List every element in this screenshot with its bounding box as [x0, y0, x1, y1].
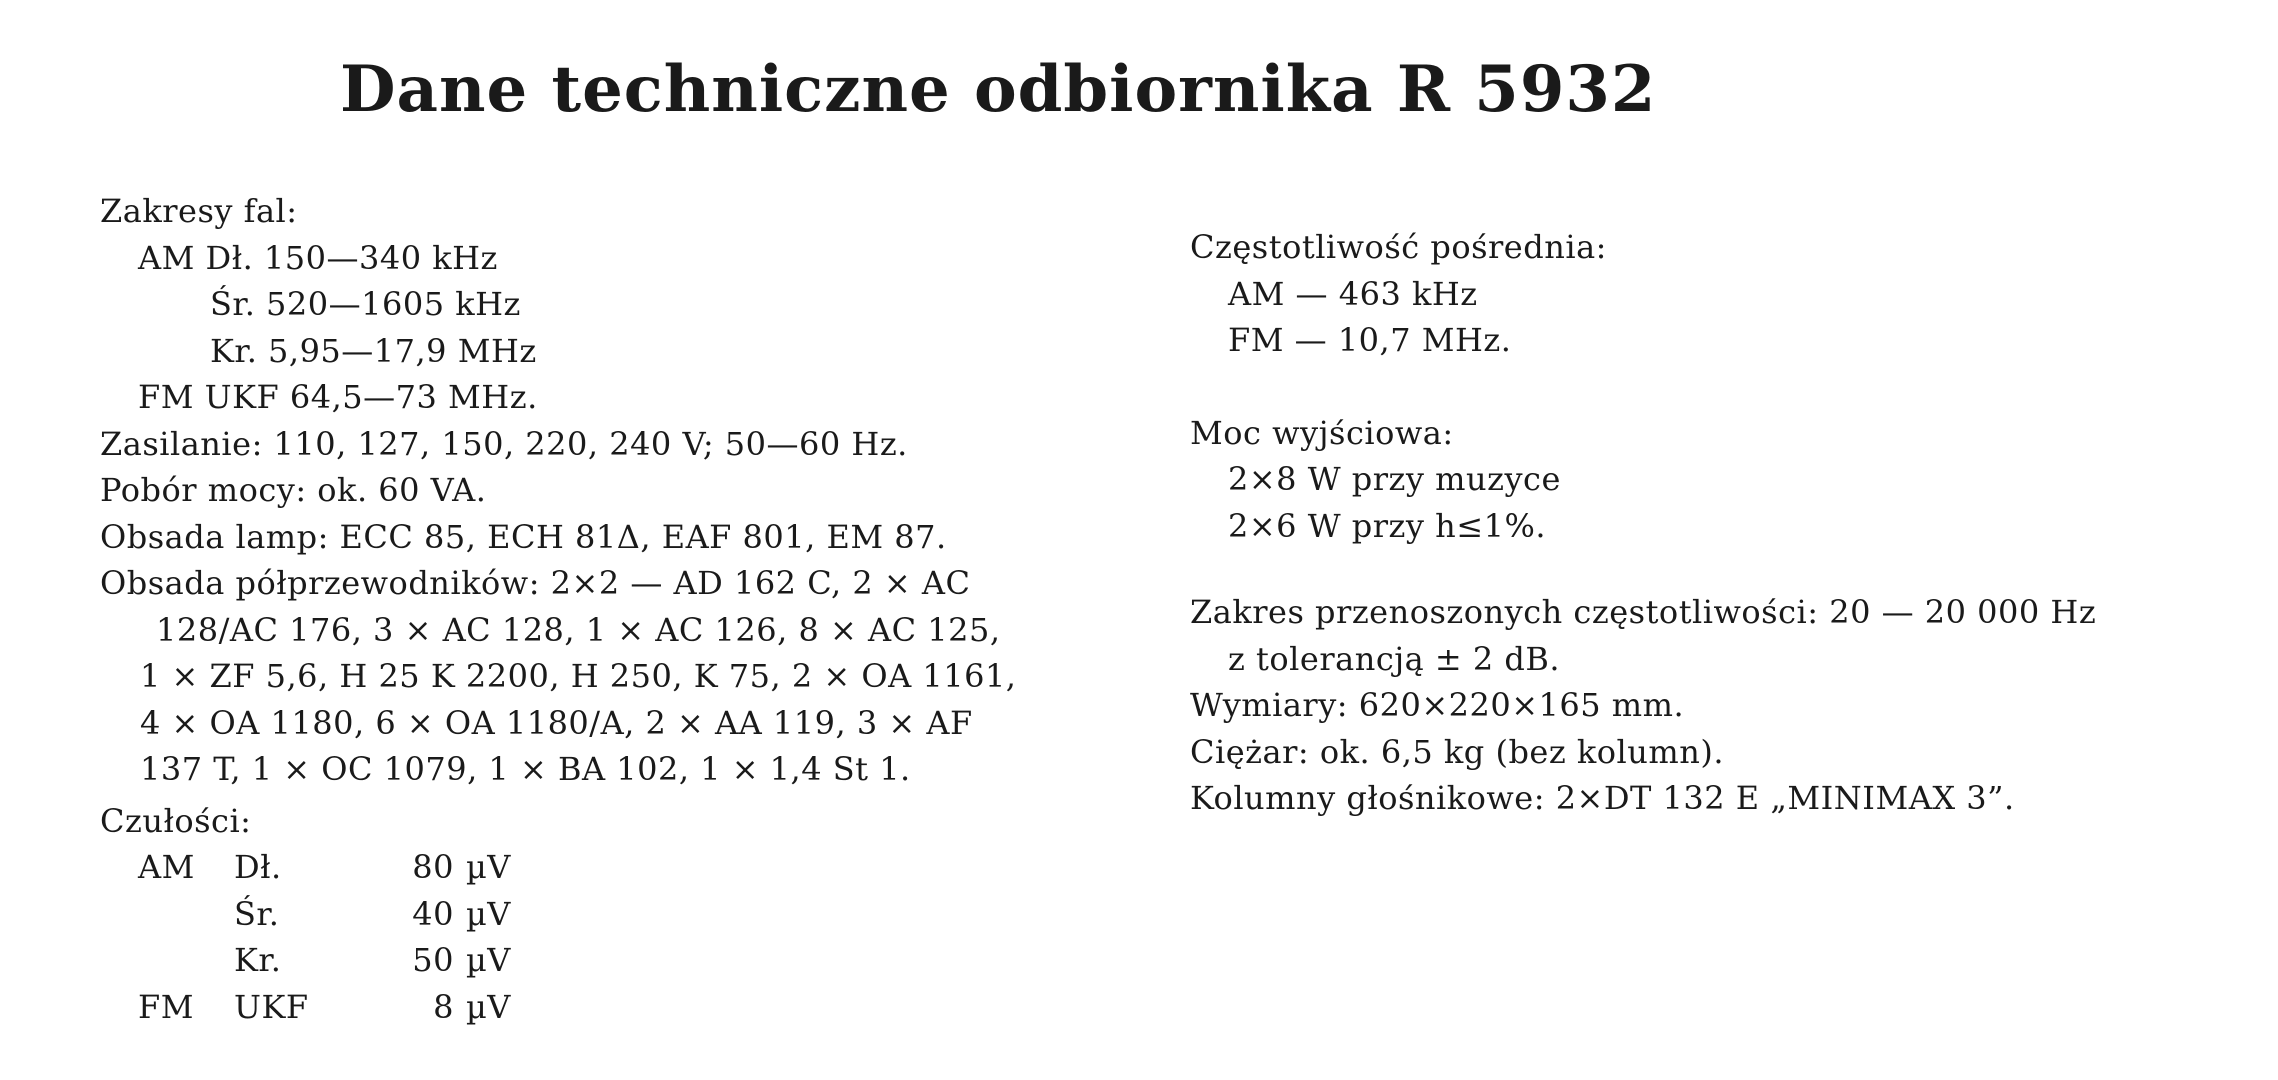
czulosc-value: 50 — [412, 941, 454, 979]
czulosc-row — [100, 937, 1150, 984]
zasilanie: Zasilanie: 110, 127, 150, 220, 240 V; 50—60 Hz. — [100, 424, 908, 463]
czulosc-sub: UKF — [234, 987, 309, 1026]
zakresy-heading: Zakresy fal: — [100, 192, 298, 230]
moc-znieksztalcenia: 2×6 W przy h≤1%. — [1228, 506, 1547, 545]
right-column — [1190, 224, 2270, 822]
czulosc-value: 8 — [433, 987, 454, 1026]
tolerancja: z tolerancją ± 2 dB. — [1228, 639, 1561, 678]
czulosc-row — [100, 984, 1150, 1031]
czestotliwosc-am: AM — 463 kHz — [1228, 274, 1478, 313]
left-column — [100, 188, 1150, 1030]
obsada-lamp: Obsada lamp: ECC 85, ECH 81Δ, EAF 801, EM 87. — [100, 517, 947, 556]
obsada-polprzewodnikow-5: 137 T, 1 × OC 1079, 1 × BA 102, 1 × 1,4 St 1. — [140, 750, 911, 788]
czulosc-unit: µV — [466, 987, 511, 1026]
page-title: Dane techniczne odbiornika R 5932 — [340, 52, 1657, 127]
zakresy-am-dl: AM Dł. 150—340 kHz — [138, 238, 498, 277]
czestotliwosc-posrednia-heading: Częstotliwość pośrednia: — [1190, 228, 1607, 266]
czestotliwosc-fm: FM — 10,7 MHz. — [1228, 321, 1512, 359]
czulosc-band: FM — [138, 987, 194, 1026]
moc-wyjsciowa-heading: Moc wyjściowa: — [1190, 413, 1454, 452]
czulosci-list — [100, 844, 1150, 1030]
czulosc-band: AM — [138, 848, 195, 886]
czulosc-row — [100, 891, 1150, 938]
pobor-mocy: Pobór mocy: ok. 60 VA. — [100, 471, 487, 509]
czulosc-band — [138, 891, 234, 938]
czulosc-unit: µV — [466, 848, 511, 886]
czulosc-unit: µV — [466, 894, 511, 933]
czulosc-value: 80 — [412, 848, 454, 886]
moc-muzyka: 2×8 W przy muzyce — [1228, 460, 1561, 498]
czulosc-band — [138, 937, 234, 984]
obsada-polprzewodnikow-3: 1 × ZF 5,6, H 25 K 2200, H 250, K 75, 2 × OA 1161, — [140, 657, 1017, 695]
wymiary: Wymiary: 620×220×165 mm. — [1190, 686, 1685, 724]
czulosc-sub: Śr. — [234, 894, 280, 933]
kolumny-glosnikowe: Kolumny głośnikowe: 2×DT 132 E „MINIMAX 3”. — [1190, 779, 2015, 817]
ciezar: Ciężar: ok. 6,5 kg (bez kolumn). — [1190, 732, 1724, 771]
zakresy-kr: Kr. 5,95—17,9 MHz — [210, 331, 537, 370]
obsada-polprzewodnikow-2: 128/AC 176, 3 × AC 128, 1 × AC 126, 8 × AC 125, — [156, 610, 1001, 649]
czulosc-value: 40 — [412, 894, 454, 933]
czulosci-heading: Czułości: — [100, 801, 252, 840]
czulosc-row — [100, 844, 1150, 891]
obsada-polprzewodnikow-1: Obsada półprzewodników: 2×2 — AD 162 C, 2 × AC — [100, 564, 971, 602]
zakresy-fm: FM UKF 64,5—73 MHz. — [138, 378, 538, 416]
czulosc-unit: µV — [466, 941, 511, 979]
czulosc-sub: Kr. — [234, 941, 282, 979]
zakresy-sr: Śr. 520—1605 kHz — [210, 285, 521, 323]
zakres-przenoszonych: Zakres przenoszonych częstotliwości: 20 — 20 000 Hz — [1190, 593, 2097, 631]
czulosc-sub: Dł. — [234, 848, 282, 886]
obsada-polprzewodnikow-4: 4 × OA 1180, 6 × OA 1180/A, 2 × AA 119, 3 × AF — [140, 703, 973, 742]
